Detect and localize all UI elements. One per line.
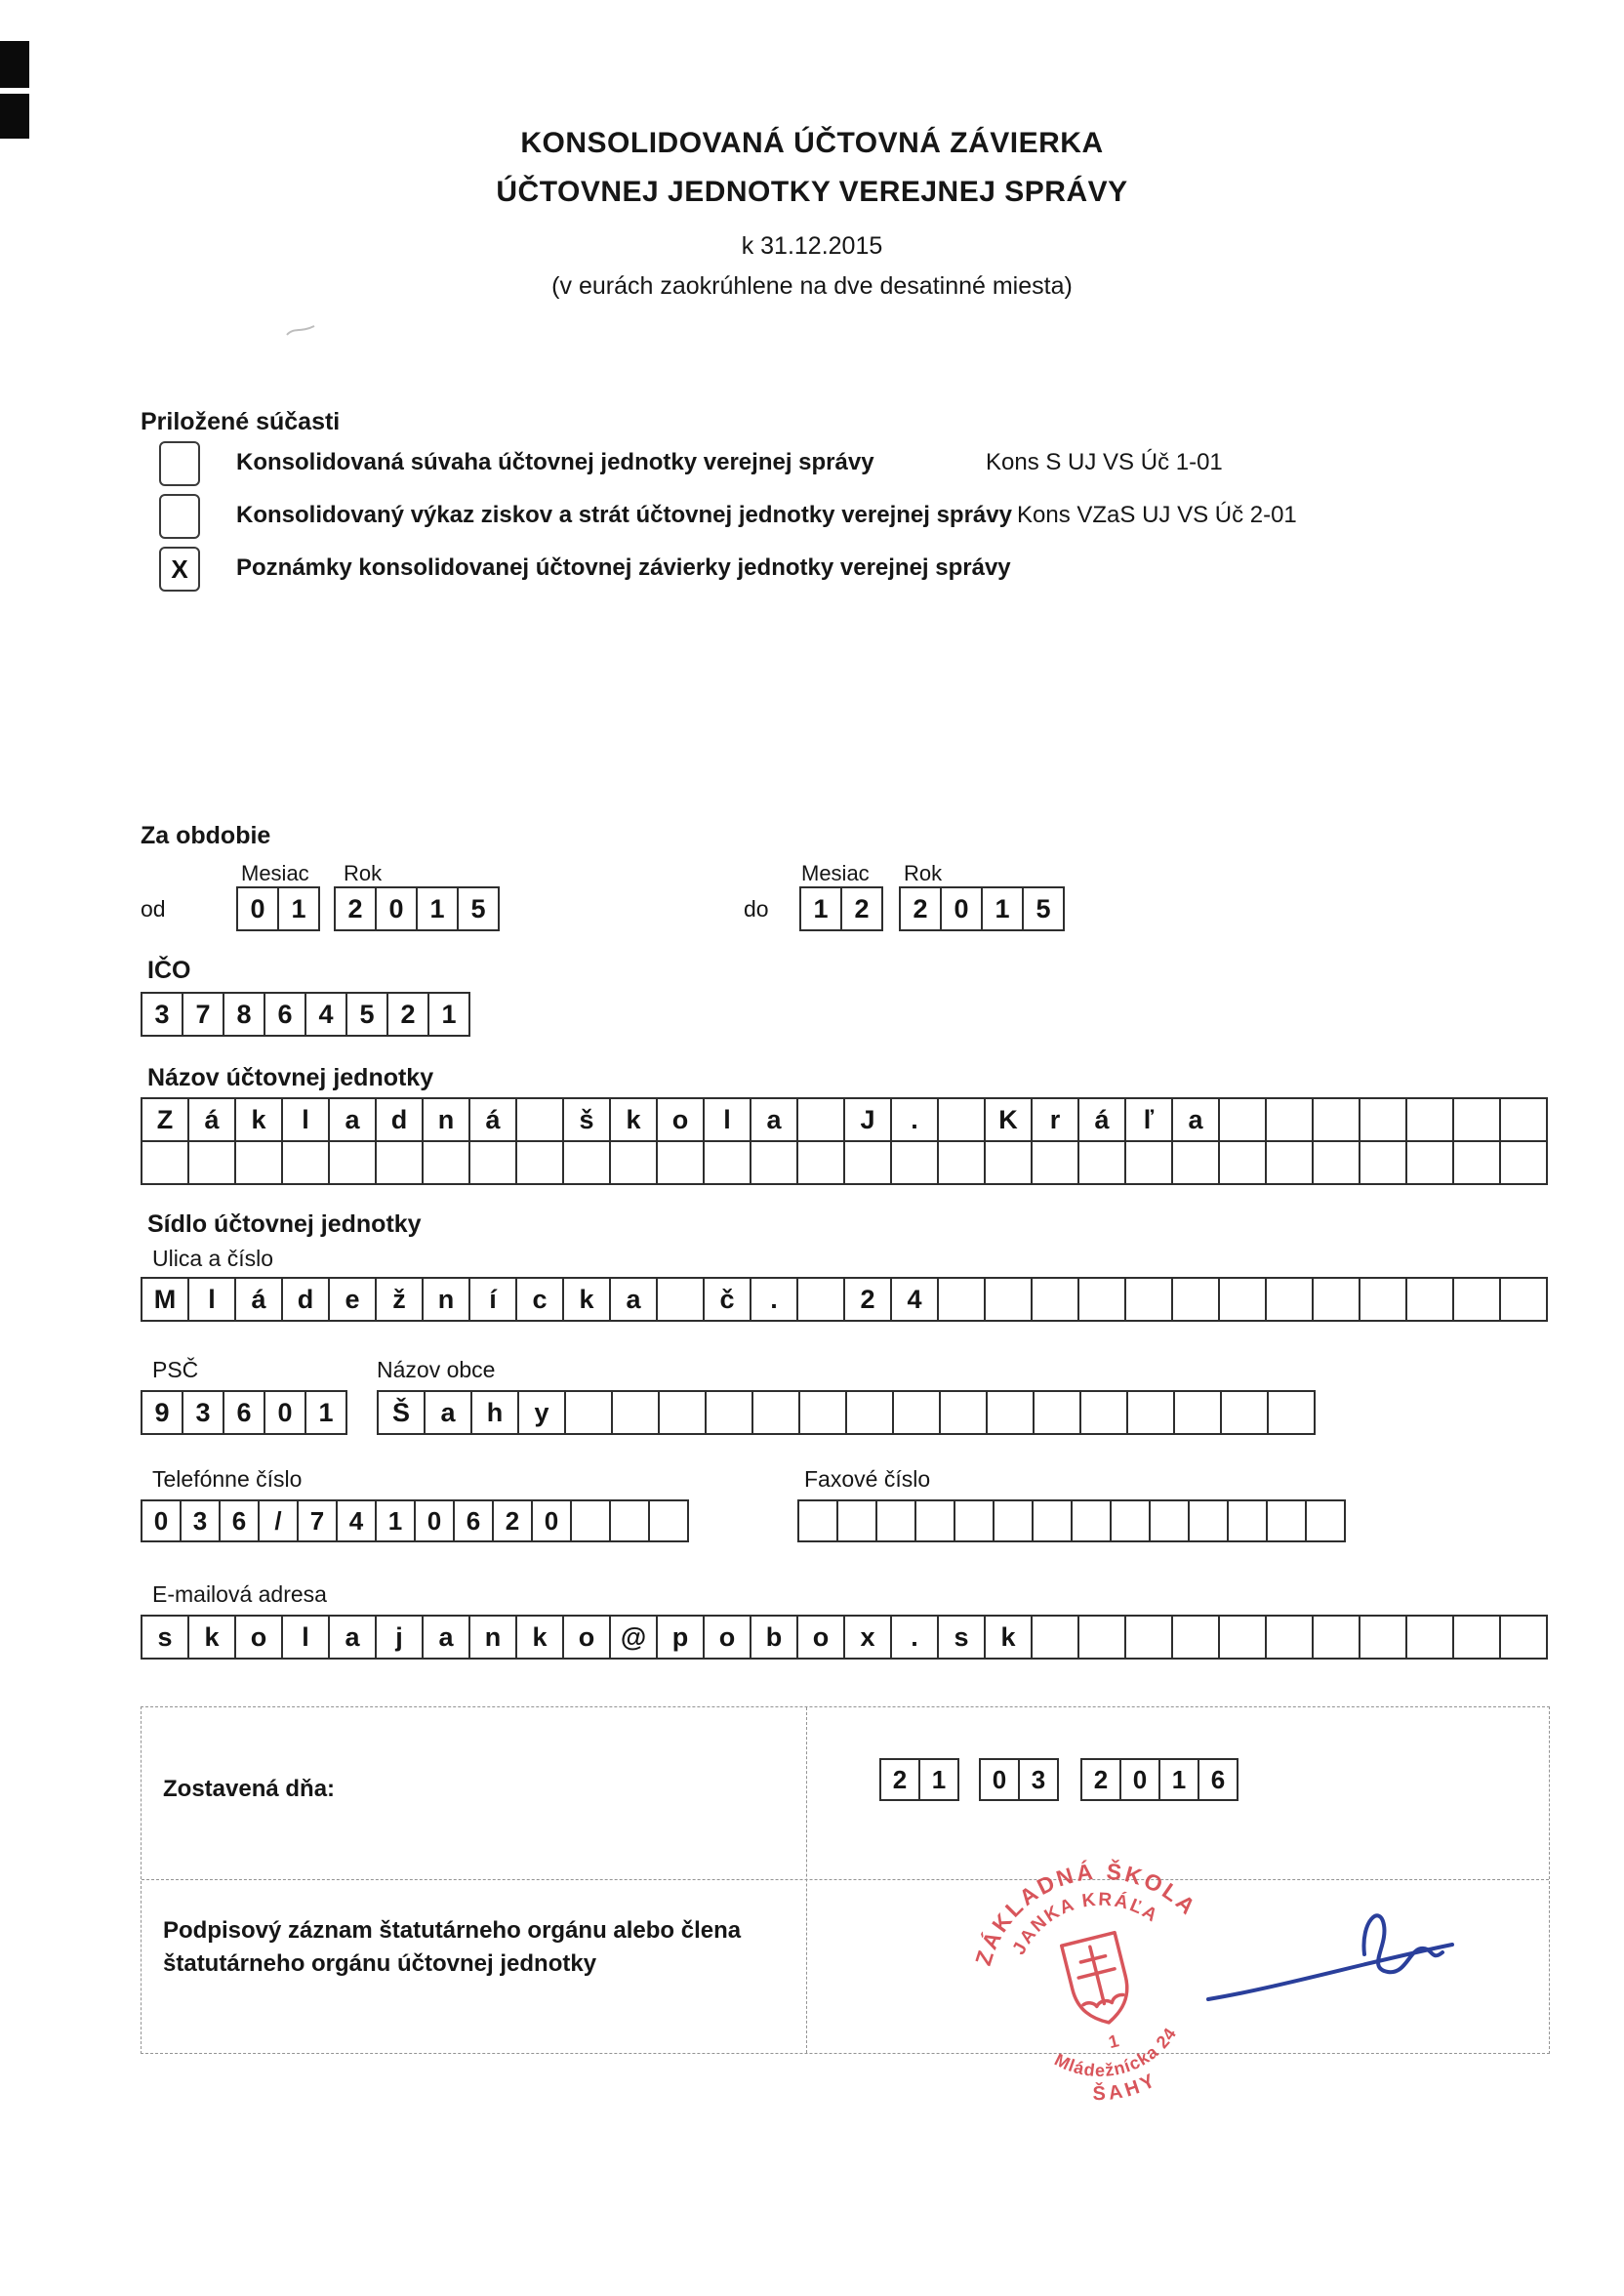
char-cell	[1405, 1615, 1454, 1660]
char-cell: Z	[141, 1097, 189, 1142]
stamp-number: 1	[1106, 2030, 1121, 2053]
char-cell	[1312, 1615, 1360, 1660]
char-cell: h	[470, 1390, 519, 1435]
scan-artifact	[285, 322, 318, 340]
char-cell: 2	[843, 1277, 892, 1322]
char-cell	[1032, 1499, 1073, 1542]
char-cell: 4	[890, 1277, 939, 1322]
char-cell: n	[422, 1277, 470, 1322]
compiled-on-label: Zostavená dňa:	[163, 1776, 336, 1802]
char-cell: x	[843, 1615, 892, 1660]
form-rounding-note: (v eurách zaokrúhlene na dve desatinné miesta)	[551, 272, 1073, 300]
char-cell	[234, 1140, 283, 1185]
char-cell: 0	[375, 886, 418, 931]
char-cell: 3	[182, 1390, 224, 1435]
char-cell: 1	[918, 1758, 959, 1801]
char-cell: s	[141, 1615, 189, 1660]
char-cell: M	[141, 1277, 189, 1322]
char-cell: /	[258, 1499, 299, 1542]
char-cell	[515, 1140, 564, 1185]
char-cell: .	[890, 1097, 939, 1142]
char-cell: 6	[223, 1390, 265, 1435]
char-cell: 2	[334, 886, 377, 931]
fax-grid	[797, 1499, 1346, 1542]
char-cell	[1499, 1140, 1548, 1185]
char-cell: 3	[180, 1499, 221, 1542]
char-cell	[611, 1390, 660, 1435]
char-cell: 0	[979, 1758, 1020, 1801]
char-cell	[1077, 1615, 1126, 1660]
form-title-line2: ÚČTOVNEJ JEDNOTKY VEREJNEJ SPRÁVY	[496, 176, 1128, 208]
seat-label: Sídlo účtovnej jednotky	[147, 1210, 422, 1238]
char-cell	[1171, 1615, 1220, 1660]
char-cell	[750, 1140, 798, 1185]
char-cell: n	[468, 1615, 517, 1660]
stamp-arc-top2: JANKA KRÁĽA	[1008, 1889, 1162, 1958]
char-cell	[570, 1499, 611, 1542]
char-cell	[1173, 1390, 1222, 1435]
char-cell	[845, 1390, 894, 1435]
char-cell: 2	[492, 1499, 533, 1542]
char-cell	[1499, 1615, 1548, 1660]
char-cell	[1124, 1277, 1173, 1322]
municipality-grid	[377, 1390, 1316, 1435]
char-cell	[375, 1140, 424, 1185]
char-cell	[1265, 1277, 1314, 1322]
char-cell	[937, 1277, 986, 1322]
char-cell	[1267, 1390, 1316, 1435]
char-cell: 2	[879, 1758, 920, 1801]
attachment-label-poznamky: Poznámky konsolidovanej účtovnej závierky jednotky verejnej správy	[236, 554, 1011, 581]
char-cell	[1312, 1140, 1360, 1185]
char-cell: 7	[297, 1499, 338, 1542]
char-cell: Š	[377, 1390, 426, 1435]
char-cell	[1305, 1499, 1346, 1542]
char-cell	[1359, 1615, 1407, 1660]
char-cell	[892, 1390, 941, 1435]
form-title-line1: KONSOLIDOVANÁ ÚČTOVNÁ ZÁVIERKA	[520, 127, 1104, 159]
char-cell: k	[984, 1615, 1033, 1660]
char-cell	[1265, 1140, 1314, 1185]
char-cell: č	[703, 1277, 751, 1322]
char-cell: 0	[264, 1390, 306, 1435]
char-cell: 8	[223, 992, 265, 1037]
char-cell	[515, 1097, 564, 1142]
attachment-label-vykaz: Konsolidovaný výkaz ziskov a strát účtovnej jednotky verejnej správy	[236, 502, 1012, 528]
char-cell	[836, 1499, 877, 1542]
char-cell	[562, 1140, 611, 1185]
char-cell	[1312, 1097, 1360, 1142]
char-cell	[328, 1140, 377, 1185]
char-cell: o	[796, 1615, 845, 1660]
char-cell: 0	[141, 1499, 182, 1542]
char-cell: r	[1031, 1097, 1079, 1142]
char-cell: k	[562, 1277, 611, 1322]
char-cell: 2	[1080, 1758, 1121, 1801]
attachments-heading: Priložené súčasti	[141, 408, 341, 435]
char-cell: n	[422, 1097, 470, 1142]
period-month-label-do: Mesiac	[801, 861, 870, 885]
char-cell: d	[375, 1097, 424, 1142]
char-cell: š	[562, 1097, 611, 1142]
attachment-label-suvaha: Konsolidovaná súvaha účtovnej jednotky verejnej správy	[236, 449, 874, 475]
char-cell: ľ	[1124, 1097, 1173, 1142]
char-cell: 2	[386, 992, 429, 1037]
char-cell: .	[750, 1277, 798, 1322]
char-cell	[609, 1499, 650, 1542]
municipality-label: Názov obce	[377, 1357, 496, 1382]
char-cell	[1031, 1277, 1079, 1322]
char-cell: p	[656, 1615, 705, 1660]
char-cell	[984, 1277, 1033, 1322]
char-cell: 4	[304, 992, 347, 1037]
char-cell: y	[517, 1390, 566, 1435]
char-cell: l	[703, 1097, 751, 1142]
char-cell: ž	[375, 1277, 424, 1322]
char-cell	[1171, 1140, 1220, 1185]
char-cell: 9	[141, 1390, 183, 1435]
char-cell	[1110, 1499, 1151, 1542]
char-cell	[1265, 1615, 1314, 1660]
period-do-label: do	[744, 896, 769, 922]
char-cell: a	[424, 1390, 472, 1435]
char-cell: 0	[236, 886, 279, 931]
form-date-line: k 31.12.2015	[741, 232, 883, 260]
char-cell	[1077, 1140, 1126, 1185]
char-cell: 5	[1022, 886, 1065, 931]
char-cell	[1033, 1390, 1081, 1435]
char-cell	[1265, 1097, 1314, 1142]
char-cell: 1	[375, 1499, 416, 1542]
char-cell	[1031, 1140, 1079, 1185]
char-cell: á	[1077, 1097, 1126, 1142]
char-cell	[954, 1499, 995, 1542]
char-cell	[875, 1499, 916, 1542]
char-cell: 1	[1158, 1758, 1199, 1801]
char-cell	[648, 1499, 689, 1542]
signature	[1200, 1894, 1464, 2030]
phone-label: Telefónne číslo	[152, 1466, 303, 1492]
char-cell: 1	[427, 992, 470, 1037]
char-cell: k	[515, 1615, 564, 1660]
char-cell: 7	[182, 992, 224, 1037]
char-cell	[1171, 1277, 1220, 1322]
char-cell	[937, 1097, 986, 1142]
char-cell	[1452, 1097, 1501, 1142]
entity-name-label: Názov účtovnej jednotky	[147, 1064, 434, 1091]
table-vertical-divider	[806, 1707, 807, 2053]
char-cell	[1405, 1097, 1454, 1142]
char-cell: j	[375, 1615, 424, 1660]
zip-label: PSČ	[152, 1357, 199, 1382]
period-month-label-od: Mesiac	[241, 861, 309, 885]
char-cell: 2	[840, 886, 883, 931]
signature-statement-label: Podpisový záznam štatutárneho orgánu alebo člena štatutárneho orgánu účtovnej jednotky	[163, 1917, 742, 1978]
stamp-arc-bottom2: ŠAHY	[1092, 2068, 1162, 2106]
char-cell: d	[281, 1277, 330, 1322]
char-cell	[1227, 1499, 1268, 1542]
char-cell: k	[609, 1097, 658, 1142]
char-cell	[187, 1140, 236, 1185]
char-cell	[1452, 1277, 1501, 1322]
char-cell	[1359, 1097, 1407, 1142]
char-cell: l	[281, 1097, 330, 1142]
char-cell: 6	[219, 1499, 260, 1542]
scan-mark	[0, 41, 29, 88]
char-cell	[751, 1390, 800, 1435]
entity-name-grid-row1	[141, 1097, 1548, 1142]
char-cell: o	[562, 1615, 611, 1660]
char-cell	[1452, 1615, 1501, 1660]
char-cell	[468, 1140, 517, 1185]
char-cell: 5	[345, 992, 388, 1037]
char-cell	[798, 1390, 847, 1435]
char-cell	[1312, 1277, 1360, 1322]
checkbox-suvaha	[159, 441, 200, 486]
phone-grid	[141, 1499, 689, 1542]
char-cell	[1079, 1390, 1128, 1435]
char-cell: 4	[336, 1499, 377, 1542]
char-cell	[609, 1140, 658, 1185]
char-cell	[939, 1390, 988, 1435]
char-cell: a	[328, 1615, 377, 1660]
char-cell: 1	[416, 886, 459, 931]
char-cell: 6	[1198, 1758, 1238, 1801]
char-cell	[1218, 1277, 1267, 1322]
char-cell	[281, 1140, 330, 1185]
char-cell: @	[609, 1615, 658, 1660]
char-cell: a	[328, 1097, 377, 1142]
char-cell: 0	[531, 1499, 572, 1542]
char-cell	[1077, 1277, 1126, 1322]
char-cell	[914, 1499, 955, 1542]
stamp-arc-bottom: Mládežnícka 24	[1051, 2024, 1181, 2081]
char-cell: 0	[414, 1499, 455, 1542]
char-cell: á	[187, 1097, 236, 1142]
street-grid	[141, 1277, 1548, 1322]
char-cell	[1405, 1277, 1454, 1322]
char-cell: a	[422, 1615, 470, 1660]
char-cell: 1	[304, 1390, 347, 1435]
char-cell	[937, 1140, 986, 1185]
char-cell: 3	[1018, 1758, 1059, 1801]
char-cell: J	[843, 1097, 892, 1142]
period-od-year-grid	[334, 886, 500, 931]
compiled-date-day-grid	[879, 1758, 959, 1801]
char-cell	[890, 1140, 939, 1185]
zip-grid	[141, 1390, 347, 1435]
char-cell	[1188, 1499, 1229, 1542]
char-cell: o	[703, 1615, 751, 1660]
char-cell	[1266, 1499, 1307, 1542]
char-cell	[656, 1277, 705, 1322]
char-cell	[1126, 1390, 1175, 1435]
char-cell: 1	[277, 886, 320, 931]
period-year-label-od: Rok	[344, 861, 383, 885]
char-cell: á	[468, 1097, 517, 1142]
street-label: Ulica a číslo	[152, 1246, 273, 1271]
period-do-year-grid	[899, 886, 1065, 931]
char-cell: 3	[141, 992, 183, 1037]
char-cell	[1499, 1097, 1548, 1142]
checkbox-vykaz	[159, 494, 200, 539]
char-cell: a	[750, 1097, 798, 1142]
table-horizontal-divider	[142, 1879, 1549, 1880]
char-cell: l	[281, 1615, 330, 1660]
char-cell	[993, 1499, 1034, 1542]
char-cell	[1218, 1140, 1267, 1185]
char-cell: 6	[264, 992, 306, 1037]
char-cell	[141, 1140, 189, 1185]
char-cell	[1124, 1615, 1173, 1660]
char-cell: e	[328, 1277, 377, 1322]
char-cell: l	[187, 1277, 236, 1322]
fax-label: Faxové číslo	[804, 1466, 931, 1492]
char-cell	[564, 1390, 613, 1435]
char-cell: a	[609, 1277, 658, 1322]
char-cell: k	[187, 1615, 236, 1660]
email-grid	[141, 1615, 1548, 1660]
char-cell	[843, 1140, 892, 1185]
char-cell	[1499, 1277, 1548, 1322]
attachment-code-vykaz: Kons VZaS UJ VS Úč 2-01	[1017, 502, 1297, 528]
svg-text:ŠAHY	[1087, 2066, 1163, 2111]
char-cell: k	[234, 1097, 283, 1142]
char-cell: c	[515, 1277, 564, 1322]
period-od-label: od	[141, 896, 166, 922]
compiled-date-month-grid	[979, 1758, 1059, 1801]
char-cell	[422, 1140, 470, 1185]
stamp-arc-top: ZÁKLADNÁ ŠKOLA	[969, 1858, 1202, 1969]
email-label: E-mailová adresa	[152, 1581, 327, 1607]
char-cell: s	[937, 1615, 986, 1660]
period-heading: Za obdobie	[141, 822, 271, 849]
char-cell	[984, 1140, 1033, 1185]
ico-label: IČO	[147, 957, 191, 984]
char-cell	[1031, 1615, 1079, 1660]
char-cell	[1218, 1097, 1267, 1142]
char-cell	[797, 1499, 838, 1542]
char-cell	[1359, 1140, 1407, 1185]
checkbox-poznamky: X	[159, 547, 200, 592]
char-cell: 5	[457, 886, 500, 931]
char-cell	[658, 1390, 707, 1435]
char-cell: í	[468, 1277, 517, 1322]
char-cell	[1220, 1390, 1269, 1435]
char-cell	[796, 1140, 845, 1185]
period-year-label-do: Rok	[904, 861, 943, 885]
char-cell: K	[984, 1097, 1033, 1142]
char-cell	[1405, 1140, 1454, 1185]
period-od-month-grid	[236, 886, 320, 931]
char-cell	[1071, 1499, 1112, 1542]
char-cell	[1218, 1615, 1267, 1660]
entity-name-grid-row2	[141, 1140, 1548, 1185]
char-cell	[1149, 1499, 1190, 1542]
char-cell: 6	[453, 1499, 494, 1542]
char-cell: a	[1171, 1097, 1220, 1142]
char-cell	[703, 1140, 751, 1185]
char-cell	[796, 1097, 845, 1142]
char-cell: .	[890, 1615, 939, 1660]
char-cell	[656, 1140, 705, 1185]
char-cell: 2	[899, 886, 942, 931]
char-cell: o	[656, 1097, 705, 1142]
char-cell	[1452, 1140, 1501, 1185]
char-cell	[796, 1277, 845, 1322]
char-cell	[1124, 1140, 1173, 1185]
char-cell: b	[750, 1615, 798, 1660]
char-cell: o	[234, 1615, 283, 1660]
char-cell: á	[234, 1277, 283, 1322]
char-cell	[986, 1390, 1035, 1435]
char-cell	[1359, 1277, 1407, 1322]
ico-grid	[141, 992, 470, 1037]
char-cell	[705, 1390, 753, 1435]
char-cell: 0	[940, 886, 983, 931]
char-cell: 0	[1119, 1758, 1160, 1801]
attachment-code-suvaha: Kons S UJ VS Úč 1-01	[986, 449, 1223, 475]
char-cell: 1	[799, 886, 842, 931]
period-do-month-grid	[799, 886, 883, 931]
char-cell: 1	[981, 886, 1024, 931]
compiled-date-year-grid	[1080, 1758, 1238, 1801]
